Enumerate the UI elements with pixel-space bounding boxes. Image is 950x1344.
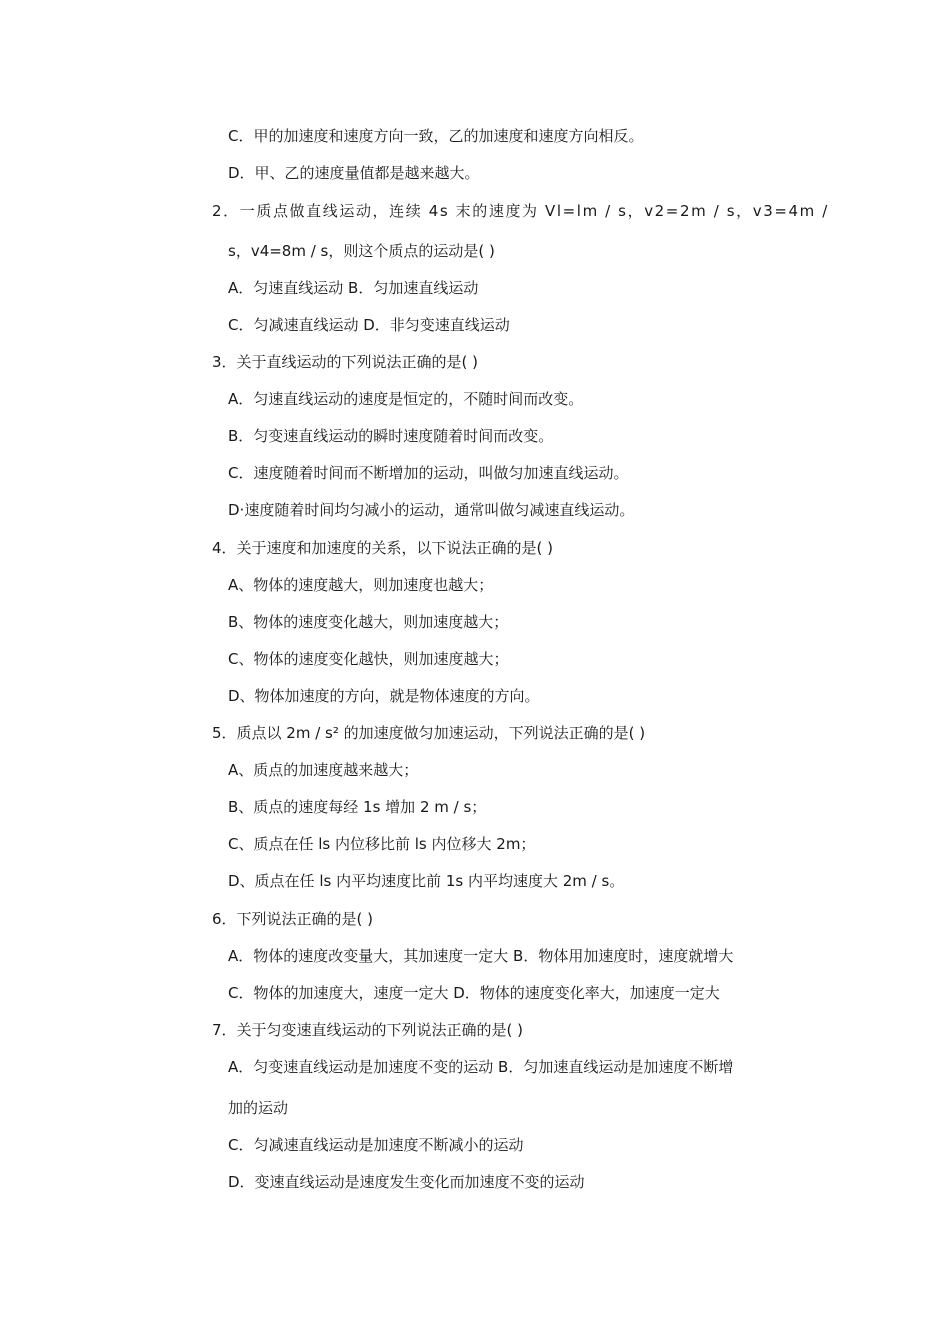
q2-stem-line1: 2．一质点做直线运动，连续 4s 末的速度为 Vl=lm / s，v2=2m / s，v3=4m /	[212, 202, 829, 220]
q7-options-ab-line1: A．匀变速直线运动是加速度不变的运动 B．匀加速直线运动是加速度不断增	[228, 1058, 734, 1076]
q3-option-b: B．匀变速直线运动的瞬时速度随着时间而改变。	[228, 427, 554, 445]
q7-stem: 7．关于匀变速直线运动的下列说法正确的是( )	[212, 1021, 524, 1039]
q6-options-ab: A．物体的速度改变量大，其加速度一定大 B．物体用加速度时，速度就增大	[228, 947, 734, 965]
q5-option-b: B、质点的速度每经 1s 增加 2 m / s；	[228, 798, 487, 816]
q3-stem: 3．关于直线运动的下列说法正确的是( )	[212, 353, 479, 371]
q3-option-a: A．匀速直线运动的速度是恒定的，不随时间而改变。	[228, 390, 584, 408]
q7-option-d: D．变速直线运动是速度发生变化而加速度不变的运动	[228, 1173, 585, 1191]
q4-stem: 4．关于速度和加速度的关系，以下说法正确的是( )	[212, 539, 554, 557]
q2-stem-line2: s，v4=8m / s，则这个质点的运动是( )	[228, 242, 495, 260]
q1-option-c: C．甲的加速度和速度方向一致，乙的加速度和速度方向相反。	[228, 127, 644, 145]
q2-options-cd: C．匀减速直线运动 D．非匀变速直线运动	[228, 316, 510, 334]
q6-options-cd: C．物体的加速度大，速度一定大 D．物体的速度变化率大，加速度一定大	[228, 984, 720, 1002]
q2-options-ab: A．匀速直线运动 B．匀加速直线运动	[228, 279, 479, 297]
q1-option-d: D．甲、乙的速度量值都是越来越大。	[228, 164, 480, 182]
q4-option-c: C、物体的速度变化越快，则加速度越大；	[228, 650, 509, 668]
q7-options-ab-line2: 加的运动	[228, 1099, 289, 1117]
q6-stem: 6．下列说法正确的是( )	[212, 910, 374, 928]
q5-stem: 5．质点以 2m / s² 的加速度做匀加速运动，下列说法正确的是( )	[212, 724, 646, 742]
q5-option-d: D、质点在任 ls 内平均速度比前 1s 内平均速度大 2m / s。	[228, 872, 625, 890]
q3-option-c: C．速度随着时间而不断增加的运动，叫做匀加速直线运动。	[228, 464, 629, 482]
q5-option-a: A、质点的加速度越来越大；	[228, 761, 419, 779]
q5-option-c: C、质点在任 ls 内位移比前 ls 内位移大 2m；	[228, 835, 536, 853]
q4-option-b: B、物体的速度变化越大，则加速度越大；	[228, 613, 509, 631]
q4-option-d: D、物体加速度的方向，就是物体速度的方向。	[228, 687, 540, 705]
q4-option-a: A、物体的速度越大，则加速度也越大；	[228, 576, 494, 594]
q7-option-c: C．匀减速直线运动是加速度不断减小的运动	[228, 1136, 524, 1154]
q3-option-d: D·速度随着时间均匀减小的运动，通常叫做匀减速直线运动。	[228, 501, 635, 519]
